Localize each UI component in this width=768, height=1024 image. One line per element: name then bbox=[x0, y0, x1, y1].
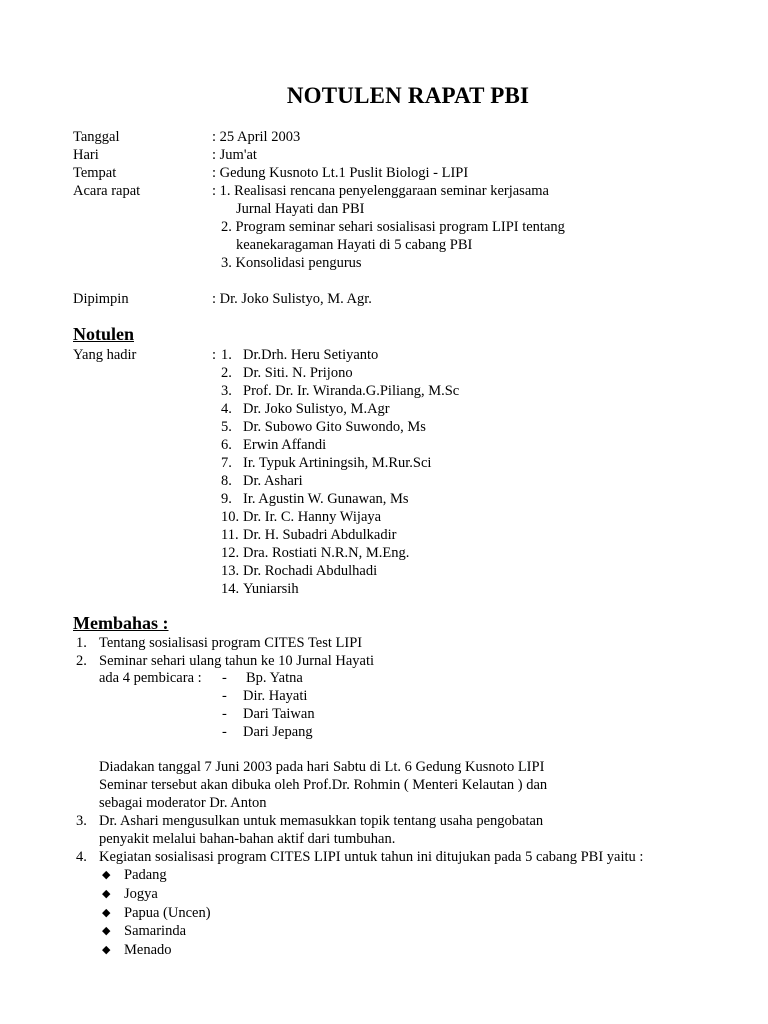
attendee-name: Prof. Dr. Ir. Wiranda.G.Piliang, M.Sc bbox=[243, 383, 460, 399]
dipimpin-value: : Dr. Joko Sulistyo, M. Agr. bbox=[212, 291, 372, 307]
tempat-value: : Gedung Kusnoto Lt.1 Puslit Biologi - LIPI bbox=[212, 165, 469, 181]
speaker-name: Dari Jepang bbox=[243, 724, 313, 740]
diamond-bullet-icon: ◆ bbox=[102, 888, 111, 900]
attendee-name: Dr. Siti. N. Prijono bbox=[243, 365, 353, 381]
speaker-name: Bp. Yatna bbox=[246, 670, 303, 686]
attendee-name: Dr. Ir. C. Hanny Wijaya bbox=[243, 509, 382, 525]
acara-line: : 1. Realisasi rencana penyelenggaraan seminar kerjasama bbox=[212, 183, 549, 199]
speaker-dash: - bbox=[222, 706, 227, 722]
item-text: Seminar sehari ulang tahun ke 10 Jurnal Hayati bbox=[99, 653, 375, 669]
attendee-name: Ir. Typuk Artiningsih, M.Rur.Sci bbox=[243, 455, 432, 471]
hari-label: Hari bbox=[73, 147, 99, 163]
item-text: penyakit melalui bahan-bahan aktif dari tumbuhan. bbox=[99, 831, 396, 847]
attendee-number: 14. bbox=[221, 581, 240, 597]
attendee-name: Ir. Agustin W. Gunawan, Ms bbox=[243, 491, 409, 507]
seminar-note: Diadakan tanggal 7 Juni 2003 pada hari Sabtu di Lt. 6 Gedung Kusnoto LIPI bbox=[99, 759, 545, 775]
dipimpin-label: Dipimpin bbox=[73, 291, 129, 307]
branch-name: Papua (Uncen) bbox=[124, 905, 211, 921]
tanggal-label: Tanggal bbox=[73, 129, 120, 145]
acara-line: 3. Konsolidasi pengurus bbox=[221, 255, 362, 271]
item-text: Dr. Ashari mengusulkan untuk memasukkan topik tentang usaha pengobatan bbox=[99, 813, 544, 829]
yang-hadir-colon: : bbox=[212, 347, 217, 363]
acara-line: keanekaragaman Hayati di 5 cabang PBI bbox=[236, 237, 473, 253]
branch-name: Samarinda bbox=[124, 923, 187, 939]
attendee-number: 6. bbox=[221, 437, 232, 453]
attendee-number: 2. bbox=[221, 365, 232, 381]
speaker-dash: - bbox=[222, 724, 227, 740]
attendee-name: Dr.Drh. Heru Setiyanto bbox=[243, 347, 379, 363]
attendee-number: 9. bbox=[221, 491, 232, 507]
item-number: 4. bbox=[76, 849, 87, 865]
item-text: Tentang sosialisasi program CITES Test LIPI bbox=[99, 635, 363, 651]
attendee-name: Dr. Ashari bbox=[243, 473, 303, 489]
branch-name: Jogya bbox=[124, 886, 158, 902]
attendee-name: Dr. Rochadi Abdulhadi bbox=[243, 563, 378, 579]
attendee-number: 10. bbox=[221, 509, 240, 525]
attendee-number: 4. bbox=[221, 401, 232, 417]
attendee-number: 3. bbox=[221, 383, 232, 399]
diamond-bullet-icon: ◆ bbox=[102, 869, 111, 881]
attendee-number: 12. bbox=[221, 545, 240, 561]
speaker-dash: - bbox=[222, 688, 227, 704]
attendee-number: 1. bbox=[221, 347, 232, 363]
item-number: 2. bbox=[76, 653, 87, 669]
seminar-note: Seminar tersebut akan dibuka oleh Prof.Dr. Rohmin ( Menteri Kelautan ) dan bbox=[99, 777, 548, 793]
attendee-name: Dra. Rostiati N.R.N, M.Eng. bbox=[243, 545, 410, 561]
attendee-name: Dr. Subowo Gito Suwondo, Ms bbox=[243, 419, 426, 435]
item-number: 3. bbox=[76, 813, 87, 829]
branch-name: Padang bbox=[124, 867, 167, 883]
attendee-number: 7. bbox=[221, 455, 232, 471]
membahas-heading: Membahas : bbox=[73, 613, 169, 633]
acara-label: Acara rapat bbox=[73, 183, 141, 199]
acara-line: Jurnal Hayati dan PBI bbox=[236, 201, 365, 217]
attendee-name: Erwin Affandi bbox=[243, 437, 327, 453]
tanggal-value: : 25 April 2003 bbox=[212, 129, 301, 145]
pembicara-label: ada 4 pembicara : bbox=[99, 670, 202, 686]
speaker-name: Dir. Hayati bbox=[243, 688, 308, 704]
diamond-bullet-icon: ◆ bbox=[102, 925, 111, 937]
hari-value: : Jum'at bbox=[212, 147, 257, 163]
acara-line: 2. Program seminar sehari sosialisasi program LIPI tentang bbox=[221, 219, 565, 235]
diamond-bullet-icon: ◆ bbox=[102, 944, 111, 956]
item-number: 1. bbox=[76, 635, 87, 651]
speaker-dash: - bbox=[222, 670, 227, 686]
tempat-label: Tempat bbox=[73, 165, 117, 181]
notulen-heading: Notulen bbox=[73, 324, 135, 344]
attendee-number: 8. bbox=[221, 473, 232, 489]
attendee-number: 5. bbox=[221, 419, 232, 435]
branch-name: Menado bbox=[124, 942, 172, 958]
attendee-number: 11. bbox=[221, 527, 239, 543]
speaker-name: Dari Taiwan bbox=[243, 706, 315, 722]
document-title: NOTULEN RAPAT PBI bbox=[286, 83, 530, 108]
seminar-note: sebagai moderator Dr. Anton bbox=[99, 795, 267, 811]
attendee-name: Dr. Joko Sulistyo, M.Agr bbox=[243, 401, 390, 417]
item-text: Kegiatan sosialisasi program CITES LIPI untuk tahun ini ditujukan pada 5 cabang PBI yaitu : bbox=[99, 849, 644, 865]
attendee-number: 13. bbox=[221, 563, 240, 579]
attendee-name: Dr. H. Subadri Abdulkadir bbox=[243, 527, 397, 543]
diamond-bullet-icon: ◆ bbox=[102, 907, 111, 919]
attendee-name: Yuniarsih bbox=[243, 581, 299, 597]
yang-hadir-label: Yang hadir bbox=[73, 347, 137, 363]
